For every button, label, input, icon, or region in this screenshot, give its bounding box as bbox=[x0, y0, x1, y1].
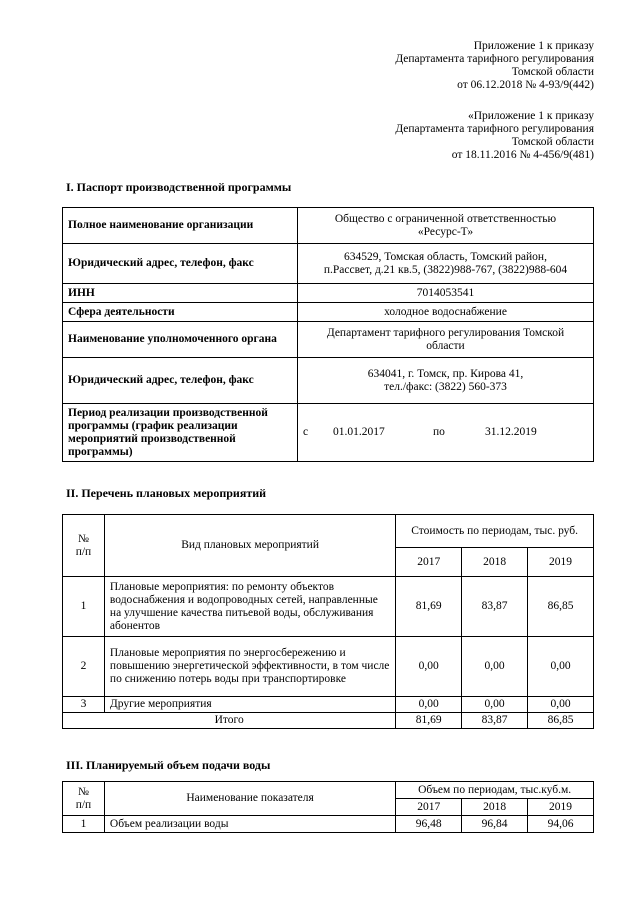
cell-2019: 94,06 bbox=[528, 816, 594, 833]
col-header-cost: Стоимость по периодам, тыс. руб. bbox=[396, 515, 594, 548]
total-2017: 81,69 bbox=[396, 713, 462, 729]
table-row bbox=[63, 404, 594, 462]
value-line: Общество с ограниченной ответственностью bbox=[334, 212, 557, 225]
passport-table bbox=[62, 207, 594, 462]
cell-2018: 0,00 bbox=[462, 637, 528, 697]
row-label: Юридический адрес, телефон, факс bbox=[63, 244, 298, 284]
measures-table bbox=[62, 514, 594, 729]
appendix-line: Томской области bbox=[511, 66, 594, 78]
row-value: холодное водоснабжение bbox=[298, 303, 594, 322]
table-row bbox=[63, 358, 594, 404]
period-label: Период реализации производственной программы (график реализации мероприятий производственной программы) bbox=[63, 404, 298, 462]
cell-2018: 96,84 bbox=[462, 816, 528, 833]
value-line: «Ресурс-Т» bbox=[417, 225, 474, 238]
row-label: Полное наименование организации bbox=[63, 208, 298, 244]
table-row bbox=[63, 637, 594, 697]
total-2018: 83,87 bbox=[462, 713, 528, 729]
row-name: Плановые мероприятия по энергосбережению и повышению энергетической эффективности, в том числе по снижению потерь воды при транспортировке bbox=[104, 637, 395, 697]
appendix-previous-order bbox=[395, 110, 594, 162]
appendix-line: Департамента тарифного регулирования bbox=[395, 123, 594, 135]
appendix-line: Томской области bbox=[511, 136, 594, 148]
period-value bbox=[298, 404, 594, 462]
cell-2018: 83,87 bbox=[462, 577, 528, 637]
row-name: Другие мероприятия bbox=[104, 697, 395, 713]
row-num: 3 bbox=[63, 697, 105, 713]
row-value: 7014053541 bbox=[298, 284, 594, 303]
appendix-line: «Приложение 1 к приказу bbox=[467, 110, 594, 122]
total-2019: 86,85 bbox=[528, 713, 594, 729]
table-row bbox=[63, 244, 594, 284]
row-label: Юридический адрес, телефон, факс bbox=[63, 358, 298, 404]
cell-2017: 0,00 bbox=[396, 697, 462, 713]
supply-table bbox=[62, 781, 594, 833]
period-from-word: с bbox=[303, 426, 309, 438]
section1-title: I. Паспорт производственной программы bbox=[66, 180, 292, 194]
row-label: ИНН bbox=[63, 284, 298, 303]
section2-title: II. Перечень плановых мероприятий bbox=[66, 486, 267, 500]
cell-2017: 0,00 bbox=[396, 637, 462, 697]
period-to-date: 31.12.2019 bbox=[485, 426, 537, 438]
table-row bbox=[63, 697, 594, 713]
table-header-row bbox=[63, 515, 594, 548]
row-num: 1 bbox=[63, 577, 105, 637]
table-row bbox=[63, 577, 594, 637]
period-from-date: 01.01.2017 bbox=[333, 426, 385, 438]
section3-title: III. Планируемый объем подачи воды bbox=[66, 758, 271, 772]
table-row bbox=[63, 303, 594, 322]
cell-2019: 0,00 bbox=[528, 697, 594, 713]
table-row bbox=[63, 284, 594, 303]
total-label: Итого bbox=[63, 713, 396, 729]
row-value bbox=[298, 358, 594, 404]
appendix-current-order bbox=[395, 40, 594, 92]
col-header-year: 2019 bbox=[528, 548, 594, 577]
value-line: тел./факс: (3822) 560-373 bbox=[384, 380, 507, 393]
col-header-volume: Объем по периодам, тыс.куб.м. bbox=[396, 782, 594, 799]
period-to-word: по bbox=[433, 426, 445, 438]
col-header-year: 2018 bbox=[462, 548, 528, 577]
col-header-name: Наименование показателя bbox=[104, 782, 395, 816]
col-header-year: 2017 bbox=[396, 799, 462, 816]
col-header-year: 2017 bbox=[396, 548, 462, 577]
row-num: 2 bbox=[63, 637, 105, 697]
value-line: 634529, Томская область, Томский район, bbox=[344, 250, 547, 263]
row-num: 1 bbox=[63, 816, 105, 833]
cell-2017: 81,69 bbox=[396, 577, 462, 637]
total-row bbox=[63, 713, 594, 729]
row-value bbox=[298, 322, 594, 358]
cell-2019: 0,00 bbox=[528, 637, 594, 697]
row-name: Плановые мероприятия: по ремонту объектов водоснабжения и водопроводных сетей, направленные на улучшение качества питьевой воды, обслуживания абонентов bbox=[104, 577, 395, 637]
value-line: Департамент тарифного регулирования Томской bbox=[326, 326, 565, 339]
cell-2017: 96,48 bbox=[396, 816, 462, 833]
row-name: Объем реализации воды bbox=[104, 816, 395, 833]
table-header-row bbox=[63, 782, 594, 799]
col-header-name: Вид плановых мероприятий bbox=[104, 515, 395, 577]
appendix-line: Департамента тарифного регулирования bbox=[395, 53, 594, 65]
appendix-line: от 06.12.2018 № 4-93/9(442) bbox=[457, 79, 594, 91]
table-row bbox=[63, 322, 594, 358]
row-label: Сфера деятельности bbox=[63, 303, 298, 322]
table-row bbox=[63, 208, 594, 244]
appendix-line: Приложение 1 к приказу bbox=[473, 40, 594, 52]
col-header-year: 2018 bbox=[462, 799, 528, 816]
appendix-line: от 18.11.2016 № 4-456/9(481) bbox=[451, 149, 594, 161]
cell-2018: 0,00 bbox=[462, 697, 528, 713]
value-line: области bbox=[426, 339, 465, 352]
value-line: 634041, г. Томск, пр. Кирова 41, bbox=[367, 367, 524, 380]
col-header-num: № п/п bbox=[63, 782, 105, 816]
row-label: Наименование уполномоченного органа bbox=[63, 322, 298, 358]
row-value bbox=[298, 208, 594, 244]
value-line: п.Рассвет, д.21 кв.5, (3822)988-767, (3822)988-604 bbox=[323, 263, 568, 276]
cell-2019: 86,85 bbox=[528, 577, 594, 637]
table-row bbox=[63, 816, 594, 833]
col-header-year: 2019 bbox=[528, 799, 594, 816]
col-header-num: № п/п bbox=[63, 515, 105, 577]
row-value bbox=[298, 244, 594, 284]
